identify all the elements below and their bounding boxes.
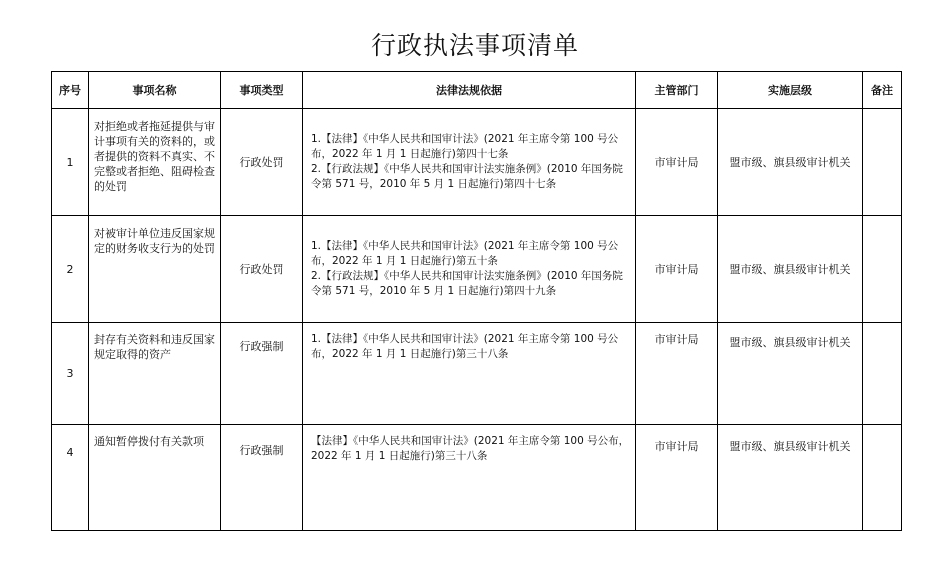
law-item: 【法律】《中华人民共和国审计法》(2021 年主席令第 100 号公布，2022 年 1 月 1 日起施行)第三十八条 (311, 435, 630, 462)
document-title: 行政执法事项清单 (370, 31, 579, 60)
column-header-level: 实施层级 (718, 72, 863, 109)
law-item: 1.【法律】《中华人民共和国审计法》(2021 年主席令第 100 号公布，2022 年 1 月 1 日起施行)第三十八条 (311, 333, 619, 360)
law-item: 2.【行政法规】《中华人民共和国审计法实施条例》(2010 年国务院令第 571 号，2010 年 5 月 1 日起施行)第四十九条 (311, 270, 623, 297)
cell-type: 行政强制 (221, 323, 303, 425)
cell-no: 3 (52, 323, 89, 425)
law-item: 1.【法律】《中华人民共和国审计法》(2021 年主席令第 100 号公布，2022 年 1 月 1 日起施行)第五十条 (311, 240, 619, 267)
cell-note (863, 323, 902, 425)
table-row (52, 323, 902, 425)
cell-level: 盟市级、旗县级审计机关 (718, 109, 863, 216)
column-header-dept: 主管部门 (636, 72, 718, 109)
cell-note (863, 216, 902, 323)
cell-no: 4 (52, 425, 89, 531)
header-row (52, 72, 902, 109)
cell-dept: 市审计局 (636, 109, 718, 216)
enforcement-items-table (51, 71, 902, 531)
table-row (52, 216, 902, 323)
column-header-type: 事项类型 (221, 72, 303, 109)
column-header-law: 法律法规依据 (303, 72, 636, 109)
cell-level: 盟市级、旗县级审计机关 (718, 216, 863, 323)
law-item: 1.【法律】《中华人民共和国审计法》(2021 年主席令第 100 号公布，2022 年 1 月 1 日起施行)第四十七条 (311, 133, 619, 160)
cell-name: 封存有关资料和违反国家规定取得的资产 (89, 323, 221, 425)
cell-law (303, 323, 636, 425)
cell-dept: 市审计局 (636, 323, 718, 425)
cell-name: 对拒绝或者拖延提供与审计事项有关的资料的，或者提供的资料不真实、不完整或者拒绝、阻碍检查的处罚 (89, 109, 221, 216)
table-row (52, 109, 902, 216)
law-item: 2.【行政法规】《中华人民共和国审计法实施条例》(2010 年国务院令第 571 号，2010 年 5 月 1 日起施行)第四十七条 (311, 163, 623, 190)
cell-type: 行政强制 (221, 425, 303, 531)
cell-type: 行政处罚 (221, 109, 303, 216)
column-header-name: 事项名称 (89, 72, 221, 109)
cell-dept: 市审计局 (636, 425, 718, 531)
cell-law (303, 425, 636, 531)
cell-dept: 市审计局 (636, 216, 718, 323)
cell-law (303, 216, 636, 323)
cell-level: 盟市级、旗县级审计机关 (718, 425, 863, 531)
cell-note (863, 109, 902, 216)
cell-level: 盟市级、旗县级审计机关 (718, 323, 863, 425)
cell-name: 对被审计单位违反国家规定的财务收支行为的处罚 (89, 216, 221, 323)
cell-no: 1 (52, 109, 89, 216)
cell-name: 通知暂停拨付有关款项 (89, 425, 221, 531)
cell-note (863, 425, 902, 531)
cell-type: 行政处罚 (221, 216, 303, 323)
column-header-note: 备注 (863, 72, 902, 109)
table-row (52, 425, 902, 531)
column-header-no: 序号 (52, 72, 89, 109)
cell-law (303, 109, 636, 216)
cell-no: 2 (52, 216, 89, 323)
